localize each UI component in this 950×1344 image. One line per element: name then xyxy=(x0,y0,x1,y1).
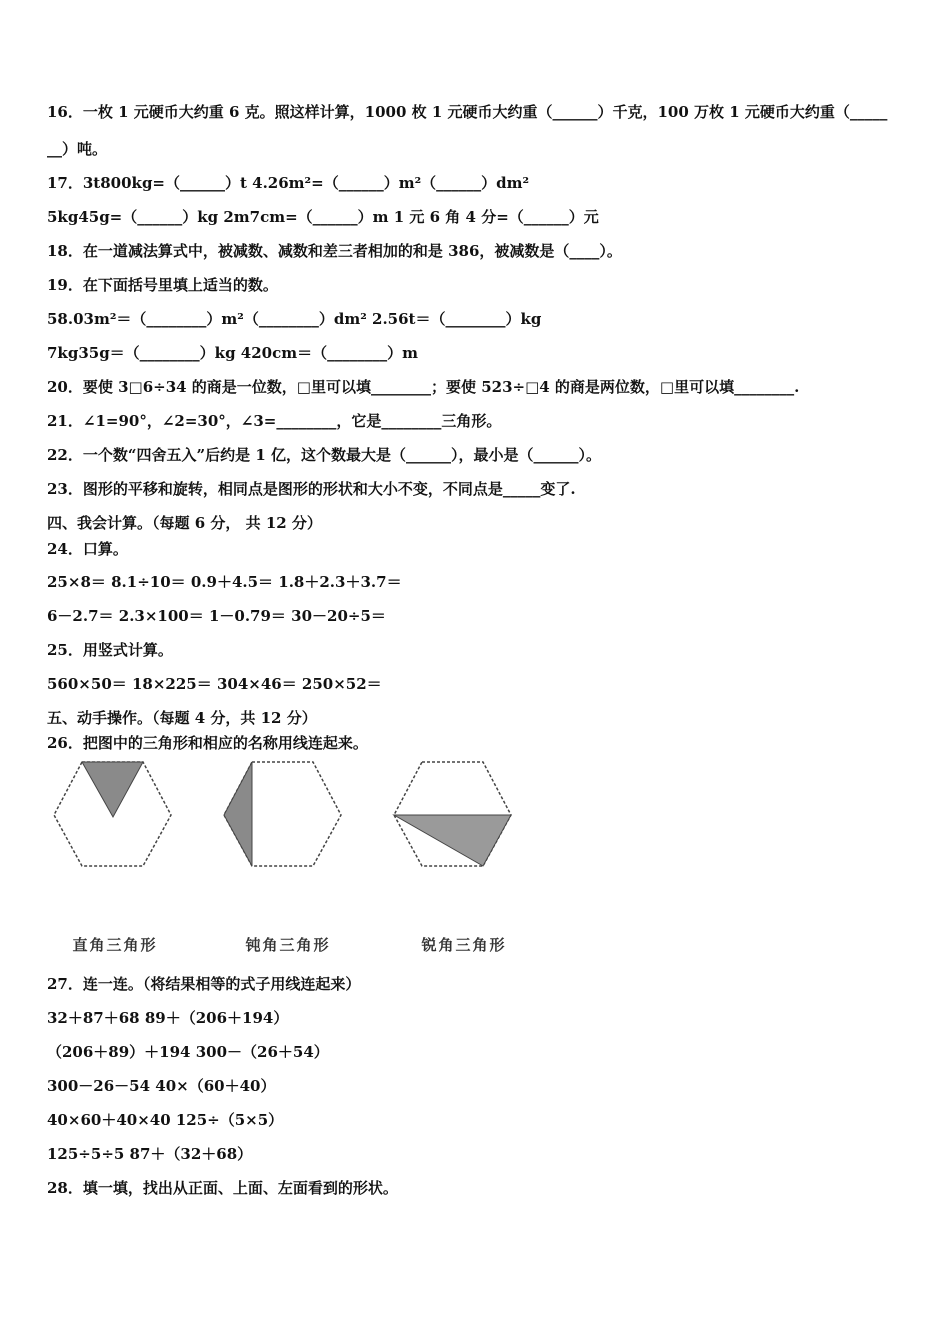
question-19-line2: 7kg35g＝（________）kg 420cm＝（________）m xyxy=(47,344,418,362)
question-24-line2: 6－2.7＝ 2.3×100＝ 1－0.79＝ 30－20÷5＝ xyxy=(47,607,386,625)
section-5-heading: 五、动手操作。（每题 4 分，共 12 分） xyxy=(47,709,317,727)
question-18: 18．在一道减法算式中，被减数、减数和差三者相加的和是 386，被减数是（____）。 xyxy=(47,242,622,260)
shaded-triangle-2 xyxy=(224,762,252,866)
hexagon-outline-3 xyxy=(394,762,511,866)
question-28: 28．填一填，找出从正面、上面、左面看到的形状。 xyxy=(47,1179,398,1197)
question-23: 23．图形的平移和旋转，相同点是图形的形状和大小不变，不同点是_____变了. xyxy=(47,480,576,498)
shaded-triangle-3 xyxy=(394,815,511,866)
question-20: 20．要使 3□6÷34 的商是一位数，□里可以填________；要使 523÷□4 的商是两位数，□里可以填________. xyxy=(47,378,800,396)
question-27: 27．连一连。（将结果相等的式子用线连起来） xyxy=(47,975,361,993)
hexagon-figures xyxy=(40,758,560,958)
question-27-row3: 300－26－54 40×（60＋40） xyxy=(47,1077,276,1095)
question-27-row2: （206＋89）＋194 300－（26＋54） xyxy=(47,1043,329,1061)
question-26: 26．把图中的三角形和相应的名称用线连起来。 xyxy=(47,734,368,752)
question-25-line1: 560×50＝ 18×225＝ 304×46＝ 250×52＝ xyxy=(47,675,382,693)
question-27-row4: 40×60＋40×40 125÷（5×5） xyxy=(47,1111,284,1129)
hexagon-figure-1 xyxy=(50,758,175,868)
label-right-triangle: 直角三角形 xyxy=(72,936,158,954)
question-24-line1: 25×8＝ 8.1÷10＝ 0.9＋4.5＝ 1.8＋2.3＋3.7＝ xyxy=(47,573,402,591)
section-4-heading: 四、我会计算。（每题 6 分， 共 12 分） xyxy=(47,514,322,532)
shaded-triangle-1 xyxy=(82,762,143,817)
question-17-line2: 5kg45g=（______）kg 2m7cm=（______）m 1 元 6 角 4 分=（______）元 xyxy=(47,208,599,226)
question-27-row5: 125÷5÷5 87＋（32＋68） xyxy=(47,1145,253,1163)
question-22: 22．一个数“四舍五入”后约是 1 亿，这个数最大是（______），最小是（______）。 xyxy=(47,446,602,464)
question-17-line1: 17．3t800kg=（______）t 4.26m²=（______）m²（______）dm² xyxy=(47,174,530,192)
question-24: 24．口算。 xyxy=(47,540,128,558)
question-25: 25．用竖式计算。 xyxy=(47,641,173,659)
label-acute-triangle: 锐角三角形 xyxy=(421,936,507,954)
hexagon-figure-3 xyxy=(390,758,515,868)
question-16-line1: 16．一枚 1 元硬币大约重 6 克。照这样计算，1000 枚 1 元硬币大约重（______）千克，100 万枚 1 元硬币大约重（_____ xyxy=(47,103,888,121)
question-27-row1: 32＋87＋68 89＋（206＋194） xyxy=(47,1009,289,1027)
hexagon-figure-2 xyxy=(220,758,345,868)
question-21: 21．∠1=90°，∠2=30°，∠3=________，它是________三角形。 xyxy=(47,412,502,430)
question-16-line2: __）吨。 xyxy=(47,140,108,158)
question-19-line1: 58.03m²＝（________）m²（________）dm² 2.56t＝（________）kg xyxy=(47,310,542,328)
label-obtuse-triangle: 钝角三角形 xyxy=(245,936,331,954)
question-19: 19．在下面括号里填上适当的数。 xyxy=(47,276,278,294)
